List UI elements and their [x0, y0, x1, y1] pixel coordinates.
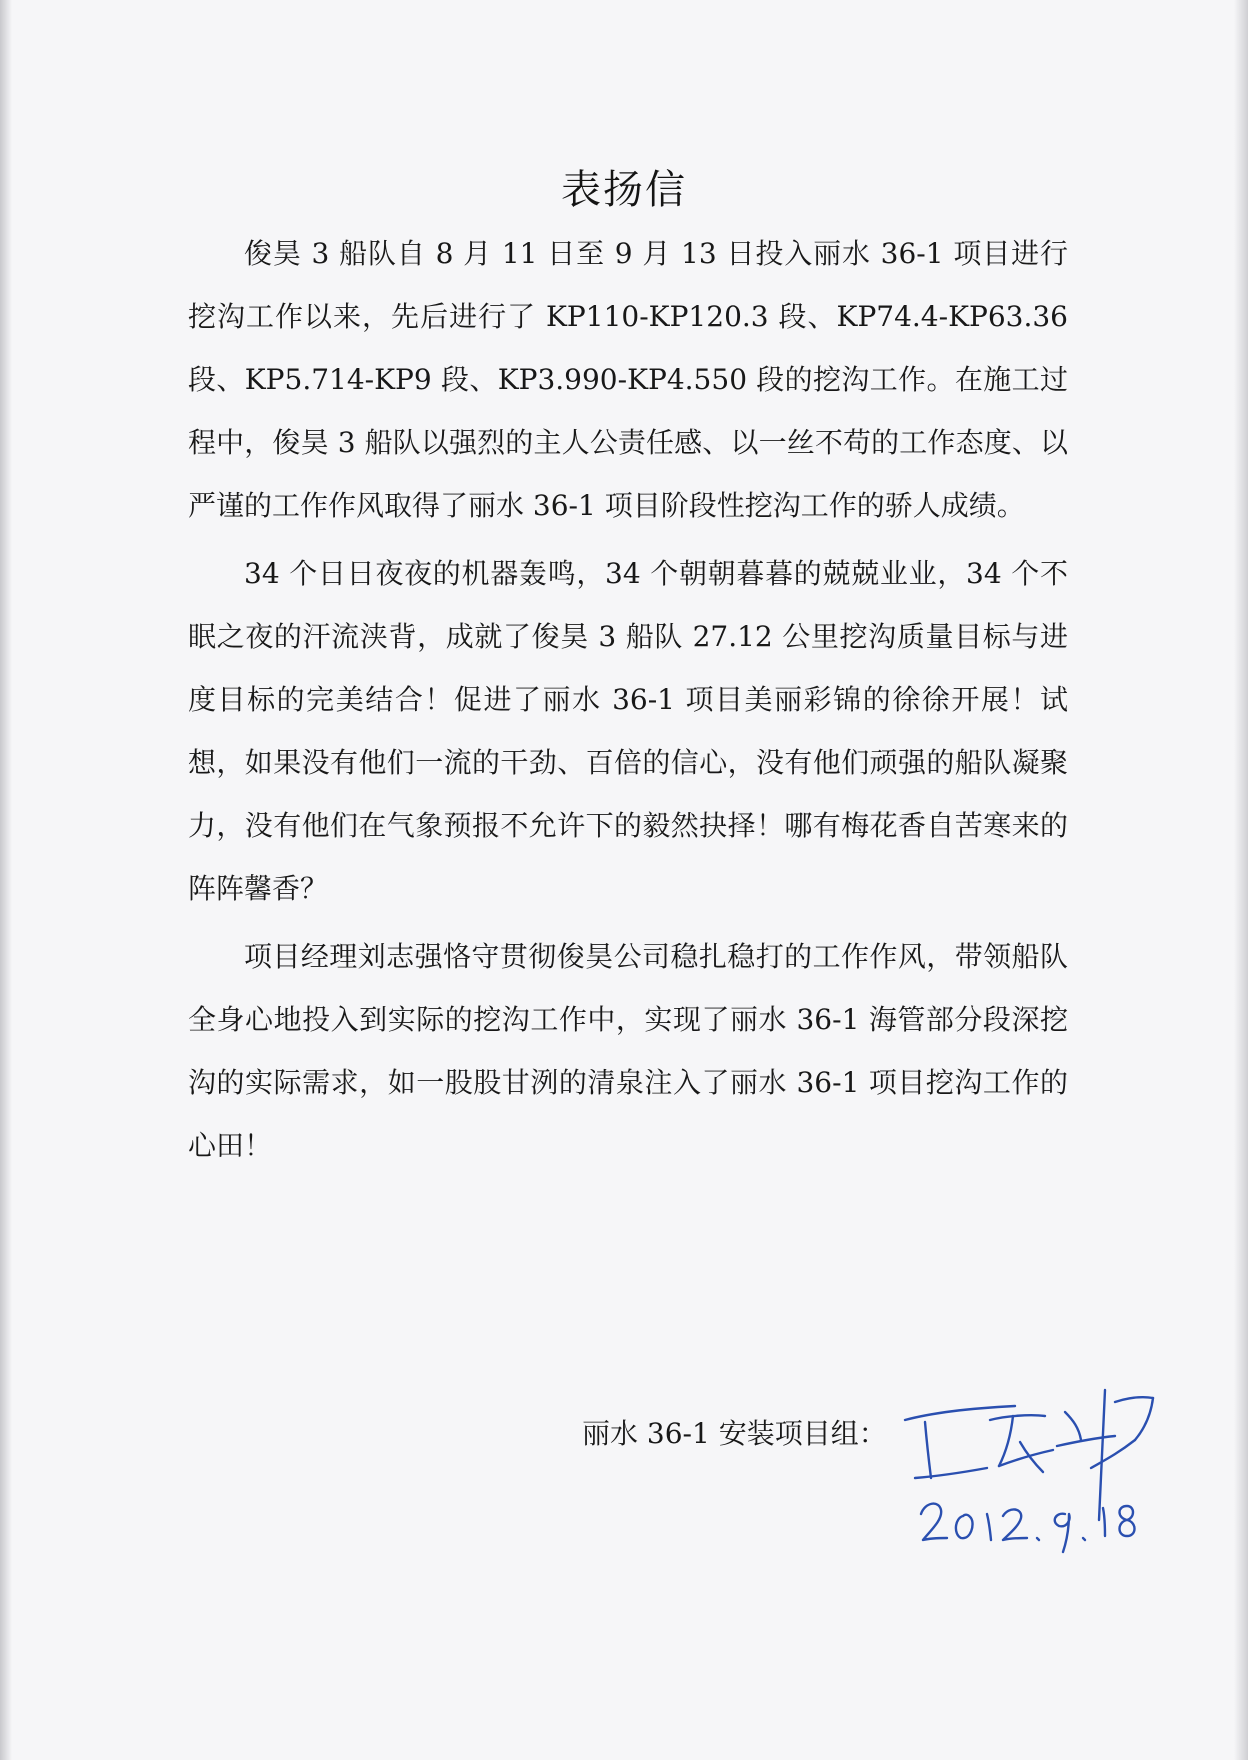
paragraph-1: 俊昊 3 船队自 8 月 11 日至 9 月 13 日投入丽水 36-1 项目进行挖沟工作以来，先后进行了 KP110-KP120.3 段、KP74.4-KP63.36 段、KP5.714-KP9 段、KP3.990-KP4.550 段的挖沟工作。在施工过程中，俊昊 3 船队以强烈的主人公责任感、以一丝不苟的工作态度、以严谨的工作作风取得了丽水 36-1 项目阶段性挖沟工作的骄人成绩。	[188, 237, 1068, 522]
signer-label: 丽水 36-1 安装项目组：	[582, 1417, 887, 1450]
handwritten-date	[915, 1480, 1155, 1560]
paragraph-3: 项目经理刘志强恪守贯彻俊昊公司稳扎稳打的工作作风，带领船队全身心地投入到实际的挖沟工作中，实现了丽水 36-1 海管部分段深挖沟的实际需求，如一股股甘洌的清泉注入了丽水 36-1 项目挖沟工作的心田！	[188, 940, 1068, 1162]
paragraph-2: 34 个日日夜夜的机器轰鸣，34 个朝朝暮暮的兢兢业业，34 个不眠之夜的汗流浃背，成就了俊昊 3 船队 27.12 公里挖沟质量目标与进度目标的完美结合！促进了丽水 36-1 项目美丽彩锦的徐徐开展！试想，如果没有他们一流的干劲、百倍的信心，没有他们顽强的船队凝聚力，没有他们在气象预报不允许下的毅然抉择！哪有梅花香自苦寒来的阵阵馨香？	[188, 557, 1068, 905]
scan-edge-right	[1234, 0, 1248, 1760]
letter-title: 表扬信	[561, 167, 687, 213]
scan-edge-left	[0, 0, 12, 1760]
letter-body	[188, 222, 1068, 1177]
